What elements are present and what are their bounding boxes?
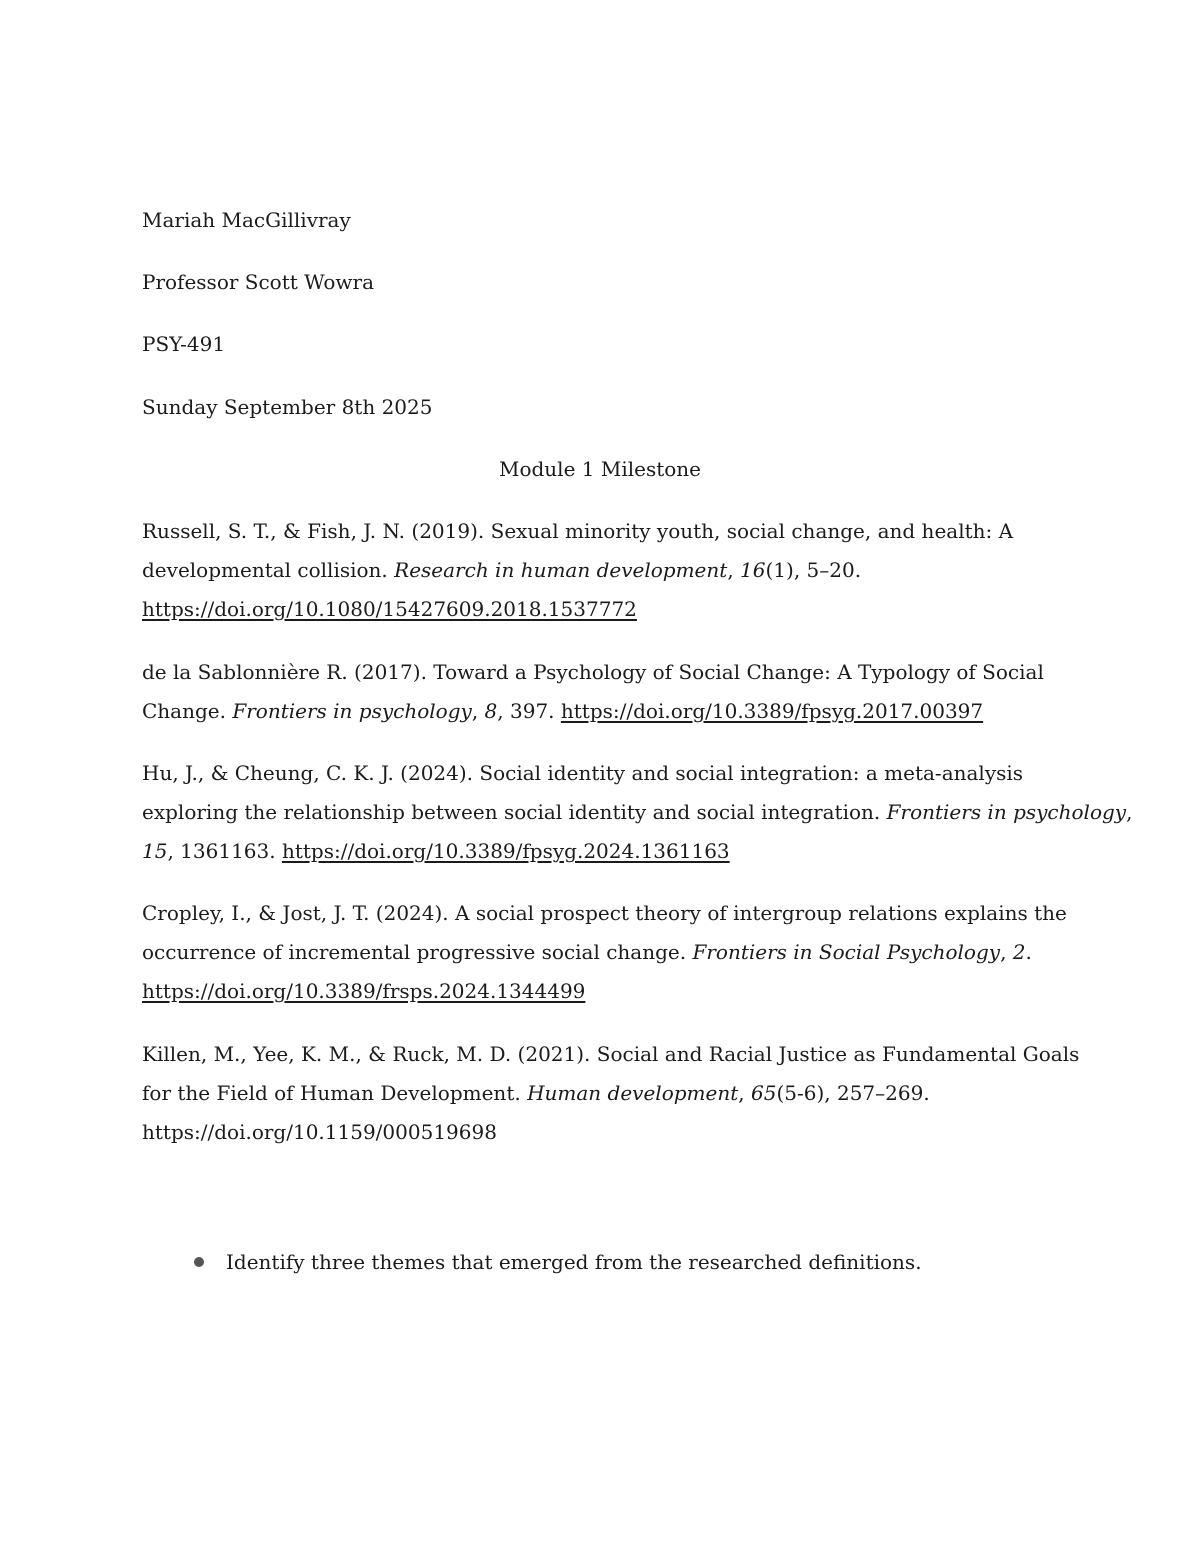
journal-volume: 2 — [1012, 940, 1026, 964]
reference-text: , — [1126, 800, 1133, 824]
reference-entry — [142, 1035, 1080, 1152]
reference-line — [142, 832, 1072, 871]
reference-text: (5-6), 257–269. — [776, 1081, 930, 1105]
course-code: PSY-491 — [142, 332, 226, 356]
reference-entry — [142, 653, 1072, 731]
journal-volume: 16 — [740, 558, 766, 582]
reference-text: , — [727, 558, 741, 582]
doi-link[interactable]: https://doi.org/10.3389/frsps.2024.1344499 — [142, 979, 586, 1003]
reference-line — [142, 1074, 1072, 1113]
reference-line — [142, 793, 1133, 832]
page-title: Module 1 Milestone — [498, 457, 702, 481]
reference-entry — [142, 894, 1072, 1011]
reference-line: Hu, J., & Cheung, C. K. J. (2024). Social identity and social integration: a meta-analysis — [142, 761, 1024, 785]
reference-text: , — [1000, 940, 1013, 964]
reference-line — [142, 551, 1072, 590]
reference-text: exploring the relationship between social identity and social integration. — [142, 800, 887, 824]
reference-text: , 1361163. — [167, 839, 282, 863]
reference-entry — [142, 512, 1072, 629]
journal-title: Frontiers in psychology — [232, 699, 472, 723]
reference-text: Change. — [142, 699, 233, 723]
journal-title: Frontiers in psychology — [886, 800, 1127, 824]
reference-text: , 397. — [497, 699, 561, 723]
student-name: Mariah MacGillivray — [142, 208, 351, 232]
reference-line — [142, 692, 1072, 731]
reference-line — [142, 933, 1072, 972]
doi-link[interactable]: https://doi.org/10.3389/fpsyg.2024.1361163 — [281, 839, 730, 863]
reference-line — [142, 972, 1072, 1011]
bullet-icon — [194, 1257, 204, 1267]
list-item-text: Identify three themes that emerged from the researched definitions. — [226, 1250, 922, 1274]
doi-link[interactable]: https://doi.org/10.3389/fpsyg.2017.00397 — [560, 699, 984, 723]
professor-name: Professor Scott Wowra — [142, 270, 375, 294]
reference-line: Russell, S. T., & Fish, J. N. (2019). Sexual minority youth, social change, and health: A — [142, 519, 1014, 543]
reference-line: Killen, M., Yee, K. M., & Ruck, M. D. (2021). Social and Racial Justice as Fundamental Goals — [142, 1042, 1080, 1066]
reference-entry — [142, 754, 1133, 871]
list-item — [194, 1248, 922, 1276]
submission-date: Sunday September 8th 2025 — [142, 395, 433, 419]
reference-text: developmental collision. — [142, 558, 395, 582]
doi-link[interactable]: https://doi.org/10.1080/15427609.2018.1537772 — [142, 597, 637, 621]
reference-text: occurrence of incremental progressive social change. — [142, 940, 693, 964]
journal-volume: 15 — [142, 839, 168, 863]
reference-line: Cropley, I., & Jost, J. T. (2024). A social prospect theory of intergroup relations explains the — [142, 901, 1067, 925]
reference-text: , — [738, 1081, 751, 1105]
reference-line: de la Sablonnière R. (2017). Toward a Psychology of Social Change: A Typology of Social — [142, 660, 1044, 684]
reference-line — [142, 590, 1072, 629]
journal-title: Frontiers in Social Psychology — [692, 940, 1001, 964]
doi-text: https://doi.org/10.1159/000519698 — [142, 1120, 497, 1144]
reference-text: (1), 5–20. — [765, 558, 862, 582]
journal-title: Human development — [527, 1081, 739, 1105]
journal-title: Research in human development — [394, 558, 728, 582]
journal-volume: 8 — [484, 699, 498, 723]
reference-text: , — [471, 699, 485, 723]
journal-volume: 65 — [750, 1081, 777, 1105]
reference-text: for the Field of Human Development. — [142, 1081, 528, 1105]
reference-text: . — [1025, 940, 1032, 964]
